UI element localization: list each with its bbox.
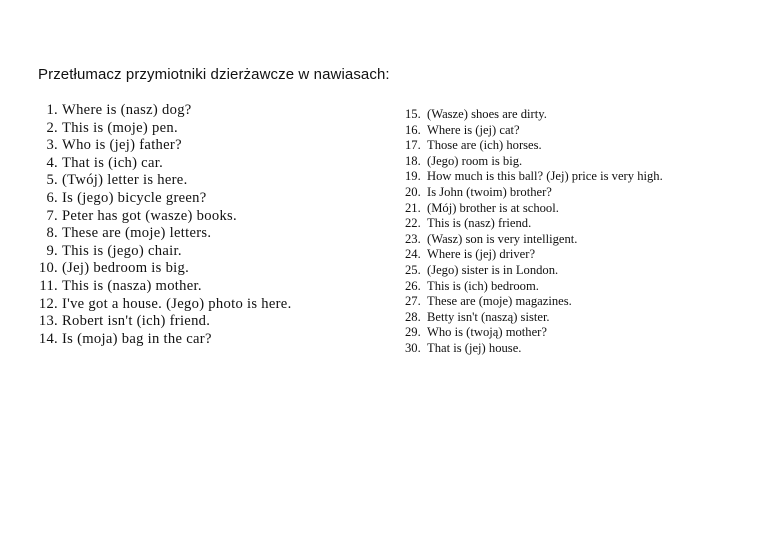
item-text: I've got a house. (Jego) photo is here. [62, 295, 292, 312]
item-number: 29. [405, 325, 421, 340]
exercise-item [38, 155, 292, 173]
item-text: Is (moja) bag in the car? [62, 330, 212, 347]
item-text: Betty isn't (naszą) sister. [427, 309, 550, 324]
item-number: 25. [405, 262, 421, 277]
exercise-item [405, 123, 663, 139]
exercise-item [405, 138, 663, 154]
item-number: 21. [405, 200, 421, 215]
item-number: 14. [38, 330, 58, 347]
item-text: How much is this ball? (Jej) price is very high. [427, 169, 663, 184]
item-number: 11. [39, 277, 58, 294]
item-number: 20. [405, 184, 421, 199]
item-number: 13. [38, 313, 58, 330]
item-text: This is (nasz) friend. [427, 216, 532, 231]
exercise-item [38, 120, 292, 138]
item-text: (Jego) sister is in London. [427, 262, 559, 277]
item-text: Where is (nasz) dog? [62, 102, 192, 118]
item-text: This is (ich) bedroom. [427, 278, 539, 293]
exercise-item [405, 154, 663, 170]
item-text: Peter has got (wasze) books. [62, 207, 237, 224]
item-number: 17. [405, 138, 421, 153]
item-number: 4. [46, 154, 58, 171]
exercise-item [38, 278, 292, 296]
item-number: 10. [38, 260, 58, 277]
exercise-item [405, 169, 663, 185]
item-number: 12. [38, 295, 58, 312]
item-number: 19. [405, 169, 421, 184]
item-number: 1. [46, 102, 58, 118]
item-number: 15. [405, 107, 421, 121]
item-number: 8. [46, 225, 58, 242]
item-number: 7. [46, 207, 58, 224]
exercise-item [38, 190, 292, 208]
exercise-item [405, 325, 663, 341]
exercise-item [405, 216, 663, 232]
item-number: 24. [405, 247, 421, 262]
item-text: Those are (ich) horses. [427, 138, 542, 153]
exercise-item [405, 185, 663, 201]
exercise-item [38, 137, 292, 155]
item-text: Where is (jej) cat? [427, 122, 520, 137]
item-number: 22. [405, 216, 421, 231]
item-text: Is (jego) bicycle green? [62, 189, 207, 206]
exercise-item [405, 294, 663, 310]
exercise-item [38, 172, 292, 190]
exercise-item [405, 263, 663, 279]
item-text: (Wasze) shoes are dirty. [427, 107, 547, 121]
exercise-item [38, 260, 292, 278]
item-number: 2. [46, 119, 58, 136]
item-text: This is (moje) pen. [62, 119, 178, 136]
item-text: These are (moje) letters. [62, 225, 212, 242]
item-number: 26. [405, 278, 421, 293]
exercise-item [405, 310, 663, 326]
exercise-item [38, 243, 292, 261]
item-number: 30. [405, 340, 421, 355]
exercise-item [405, 341, 663, 357]
item-text: That is (ich) car. [62, 154, 164, 171]
item-number: 16. [405, 122, 421, 137]
exercise-item [38, 208, 292, 226]
exercise-item [38, 331, 292, 349]
item-number: 18. [405, 153, 421, 168]
item-text: (Wasz) son is very intelligent. [427, 231, 578, 246]
exercise-list-left [38, 102, 292, 348]
item-number: 27. [405, 294, 421, 309]
exercise-item [405, 232, 663, 248]
item-text: Where is (jej) driver? [427, 247, 536, 262]
exercise-item [405, 107, 663, 123]
item-text: Is John (twoim) brother? [427, 184, 552, 199]
exercise-item [38, 102, 292, 120]
item-text: That is (jej) house. [427, 340, 522, 355]
exercise-instruction: Przetłumacz przymiotniki dzierżawcze w nawiasach: [38, 66, 390, 83]
exercise-item [38, 313, 292, 331]
exercise-item [405, 201, 663, 217]
exercise-item [38, 296, 292, 314]
item-number: 23. [405, 231, 421, 246]
item-text: Who is (twoją) mother? [427, 325, 547, 340]
item-number: 3. [46, 137, 58, 154]
item-text: (Mój) brother is at school. [427, 200, 559, 215]
exercise-item [405, 247, 663, 263]
item-text: This is (nasza) mother. [62, 277, 202, 294]
item-text: Who is (jej) father? [62, 137, 182, 154]
exercise-item [38, 225, 292, 243]
item-number: 5. [46, 172, 58, 189]
item-number: 6. [46, 189, 58, 206]
exercise-item [405, 279, 663, 295]
exercise-list-right [405, 107, 663, 357]
item-number: 9. [46, 242, 58, 259]
item-text: These are (moje) magazines. [427, 294, 572, 309]
item-text: Robert isn't (ich) friend. [62, 313, 211, 330]
item-text: This is (jego) chair. [62, 242, 182, 259]
item-text: (Jego) room is big. [427, 153, 523, 168]
item-number: 28. [405, 309, 421, 324]
item-text: (Jej) bedroom is big. [62, 260, 190, 277]
item-text: (Twój) letter is here. [62, 172, 188, 189]
